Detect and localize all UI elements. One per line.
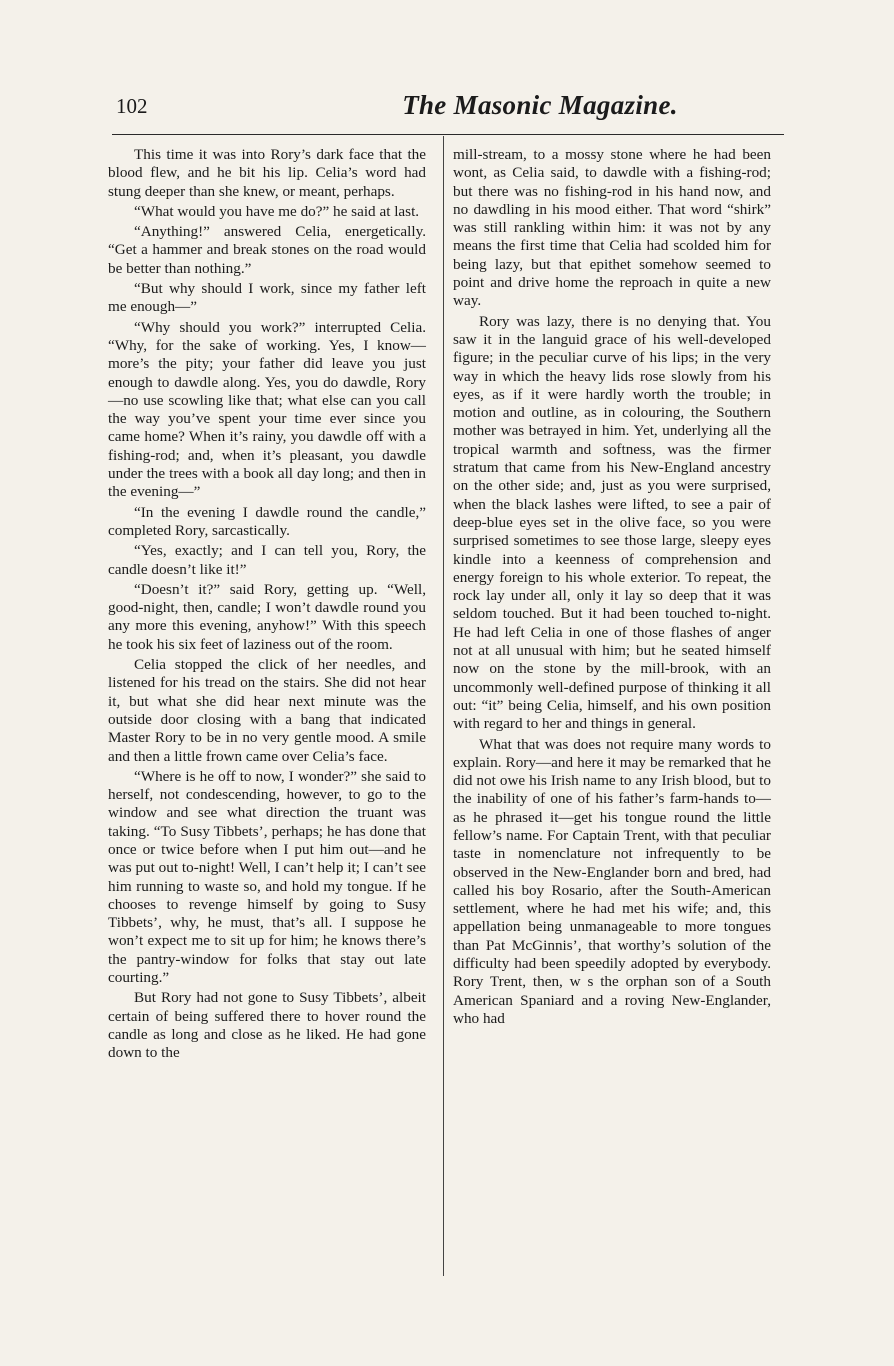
paragraph: “But why should I work, since my father left me enough—” <box>108 280 426 316</box>
column-divider <box>443 136 444 1276</box>
paragraph: “What would you have me do?” he said at last. <box>134 202 420 220</box>
paragraph: Rory was lazy, there is no denying that. You saw it in the languid grace of his well-developed figure; in the peculiar curve of his lips; in the very way in which the heavy lids rose slowly from his eyes, as if it were hardly worth the trouble; in motion and outline, as in colouring, the Southern mother was betrayed in him. Yet, underlying all the tropical warmth and softness, was the firmer stratum that came from his New-England ancestry on the other side; and, just as you were surprised, when the black lashes were lifted, to see a pair of deep-blue eyes set in the olive face, so you were surprised sometimes to see those large, sleepy eyes kindle into a keenness of comprehension and energy foreign to his whole exterior. To repeat, the rock lay under all, only it lay so deep that it was seldom touched. But it had been touched to-night. He had left Celia in one of those flashes of anger not at all unusual with him; but he seated himself now on the stone by the mill-brook, with an uncommonly well-defined purpose of thinking it all out: “it” being Celia, himself, and his own position with regard to her and things in general. <box>453 312 771 733</box>
left-column <box>108 146 426 1063</box>
paragraph-continued: mill-stream, to a mossy stone where he had been wont, as Celia said, to dawdle with a fishing-rod; but there was no fishing-rod in his hand now, and no dawdling in his mood either. That word “shirk” was still rankling within him: it was not by any means the first time that Celia had scolded him for being lazy, but that epithet somehow seemed to point and drive home the reproach in quite a new way. <box>453 146 771 310</box>
paragraph: But Rory had not gone to Susy Tibbets’, albeit certain of being suffered there to hover round the candle as long and close as he liked. He had gone down to the <box>108 989 426 1062</box>
running-head-title: The Masonic Magazine. <box>402 90 678 120</box>
paragraph: “Doesn’t it?” said Rory, getting up. “Well, good-night, then, candle; I won’t dawdle round you any more this evening, anyhow!” With this speech he took his six feet of laziness out of the room. <box>108 580 426 653</box>
paragraph: Celia stopped the click of her needles, and listened for his tread on the stairs. She did not hear it, but what she did hear next minute was the outside door closing with a bang that indicated Master Rory to be in no very gentle mood. A smile and then a little frown came over Celia’s face. <box>108 656 426 765</box>
paragraph: “Anything!” answered Celia, energetically. “Get a hammer and break stones on the road would be better than nothing.” <box>108 223 426 277</box>
paragraph: “Why should you work?” interrupted Celia. “Why, for the sake of working. Yes, I know—more’s the pity; your father did leave you just enough to dawdle along. Yes, you do dawdle, Rory—no use scowling like that; what else can you call the way you’ve spent your time ever since you came home? When it’s rainy, you dawdle off with a fishing-rod; and, when it’s pleasant, you dawdle under the trees with a book all day long; and then in the evening—” <box>108 318 426 501</box>
paragraph: What that was does not require many words to explain. Rory—and here it may be remarked that he did not owe his Irish name to any Irish blood, but to the inability of one of his father’s farm-hands to—as he phrased it—get his tongue round the little fellow’s name. For Captain Trent, with that peculiar taste in nomenclature not infrequently to be observed in the New-Englander born and bred, had called his boy Rosario, after the South-American settlement, where he had met his wife; and, this appellation being unmanageable to more tongues than Pat McGinnis’, that worthy’s solution of the difficulty had been speedily adopted by everybody. Rory Trent, then, w s the orphan son of a South American Spaniard and a roving New-Englander, who had <box>453 735 771 1027</box>
paragraph: “In the evening I dawdle round the candle,” completed Rory, sarcastically. <box>108 503 426 539</box>
paragraph: This time it was into Rory’s dark face that the blood flew, and he bit his lip. Celia’s word had stung deeper than she knew, or meant, perhaps. <box>108 146 426 200</box>
header-rule <box>112 134 784 135</box>
right-column <box>453 146 771 1028</box>
paragraph: “Where is he off to now, I wonder?” she said to herself, not condescending, however, to go to the window and see what direction the truant was taking. “To Susy Tibbets’, perhaps; he has done that once or twice before when I put him out—and he was put out to-night! Well, I can’t help it; I can’t see him running to waste so, and hold my tongue. If he chooses to revenge himself by going to Susy Tibbets’, why, he must, that’s all. I suppose he won’t expect me to sit up for him; he knows there’s the pantry-window for folks that stay out late courting.” <box>108 767 426 987</box>
page-number: 102 <box>116 94 148 118</box>
paragraph: “Yes, exactly; and I can tell you, Rory, the candle doesn’t like it!” <box>108 542 426 578</box>
